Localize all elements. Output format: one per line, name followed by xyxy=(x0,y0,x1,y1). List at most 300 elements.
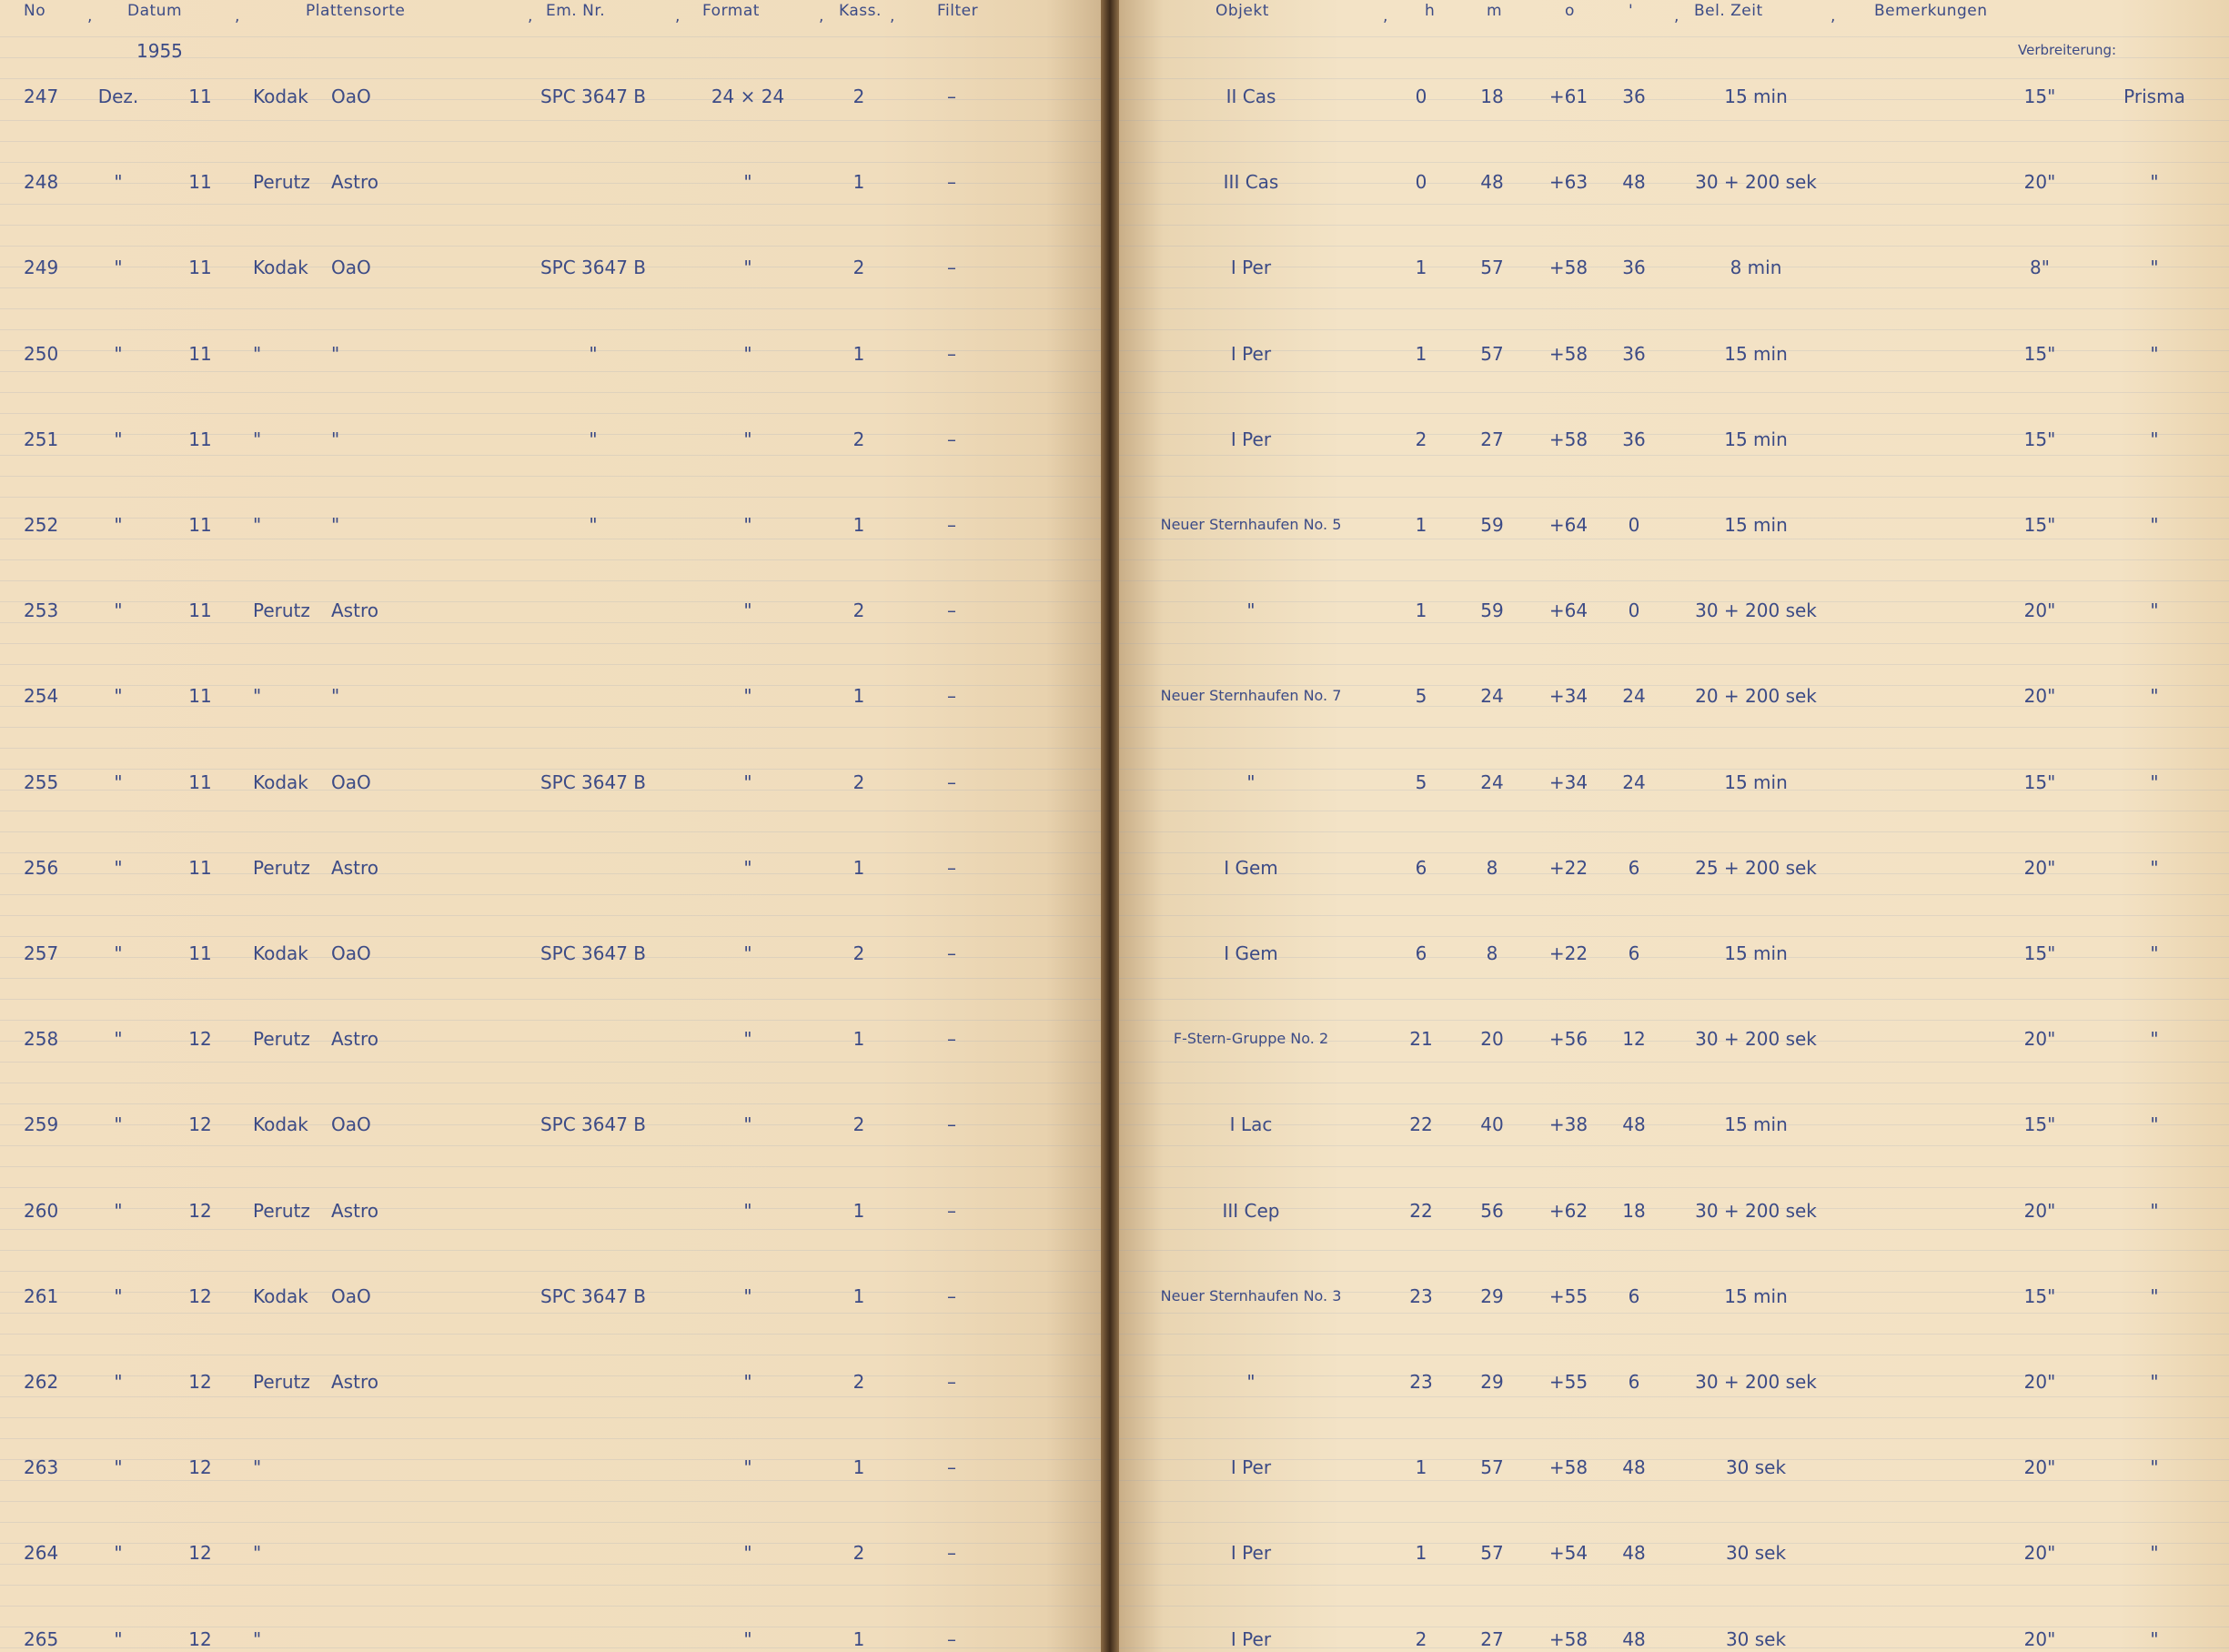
cell-dec-min: 6 xyxy=(1628,857,1640,879)
cell-no: 259 xyxy=(24,1113,59,1135)
cell-bemerkungen: " xyxy=(2150,599,2159,621)
cell-no: 250 xyxy=(24,343,59,365)
cell-bemerkungen: " xyxy=(2150,1285,2159,1307)
cell-kass: 1 xyxy=(852,514,865,536)
cell-dec-deg: +55 xyxy=(1548,1371,1589,1393)
cell-day: 11 xyxy=(188,599,212,621)
cell-no: 261 xyxy=(24,1285,59,1307)
cell-h: 0 xyxy=(1415,171,1427,193)
cell-m: 57 xyxy=(1480,1542,1504,1564)
cell-verbreiterung: 15" xyxy=(2023,514,2056,536)
cell-no: 257 xyxy=(24,942,59,964)
table-row xyxy=(1119,1021,2229,1057)
cell-bel-zeit: 15 min xyxy=(1724,1285,1788,1307)
cell-verbreiterung: 15" xyxy=(2023,1113,2056,1135)
cell-filter: – xyxy=(947,171,956,193)
cell-plate-maker: Perutz xyxy=(253,857,310,879)
header-datum: Datum xyxy=(127,2,183,20)
cell-plate-maker: " xyxy=(253,1542,262,1564)
cell-dec-deg: +22 xyxy=(1548,942,1589,964)
table-row xyxy=(0,678,1101,714)
cell-h: 22 xyxy=(1409,1113,1433,1135)
cell-dec-min: 48 xyxy=(1622,1113,1646,1135)
cell-month: " xyxy=(114,1371,123,1393)
cell-plate-maker: Perutz xyxy=(253,171,310,193)
cell-day: 12 xyxy=(188,1200,212,1222)
cell-plate-type: Astro xyxy=(331,1371,378,1393)
cell-emulsion: " xyxy=(589,514,598,536)
cell-month: Dez. xyxy=(97,86,139,107)
cell-bemerkungen: " xyxy=(2150,942,2159,964)
table-row xyxy=(0,164,1101,200)
column-separator: , xyxy=(87,7,93,25)
cell-kass: 2 xyxy=(852,1113,865,1135)
table-row xyxy=(1119,78,2229,115)
cell-format: " xyxy=(743,857,752,879)
cell-bel-zeit: 30 + 200 sek xyxy=(1695,171,1817,193)
cell-emulsion: SPC 3647 B xyxy=(540,257,647,278)
cell-dec-deg: +55 xyxy=(1548,1285,1589,1307)
cell-objekt: I Per xyxy=(1230,1628,1272,1650)
cell-day: 12 xyxy=(188,1542,212,1564)
cell-plate-type: OaO xyxy=(331,1113,371,1135)
cell-filter: – xyxy=(947,428,956,450)
cell-kass: 2 xyxy=(852,599,865,621)
cell-bemerkungen: " xyxy=(2150,428,2159,450)
cell-no: 263 xyxy=(24,1456,59,1478)
cell-plate-type: " xyxy=(331,428,340,450)
table-row xyxy=(1119,421,2229,458)
cell-objekt: F-Stern-Gruppe No. 2 xyxy=(1173,1030,1329,1047)
cell-objekt: II Cas xyxy=(1225,86,1276,107)
cell-month: " xyxy=(114,1542,123,1564)
cell-dec-deg: +61 xyxy=(1548,86,1589,107)
cell-verbreiterung: 20" xyxy=(2023,1628,2056,1650)
cell-objekt: III Cas xyxy=(1223,171,1279,193)
cell-bel-zeit: 15 min xyxy=(1724,771,1788,793)
cell-plate-maker: Kodak xyxy=(253,86,308,107)
cell-plate-maker: " xyxy=(253,514,262,536)
cell-dec-min: 48 xyxy=(1622,1456,1646,1478)
cell-dec-deg: +34 xyxy=(1548,771,1589,793)
cell-kass: 1 xyxy=(852,343,865,365)
cell-plate-type: " xyxy=(331,343,340,365)
header-bel-zeit: Bel. Zeit xyxy=(1694,2,1763,20)
cell-verbreiterung: 20" xyxy=(2023,1028,2056,1050)
cell-dec-min: 36 xyxy=(1622,428,1646,450)
cell-dec-deg: +58 xyxy=(1548,1628,1589,1650)
cell-no: 265 xyxy=(24,1628,59,1650)
cell-month: " xyxy=(114,514,123,536)
table-row xyxy=(0,935,1101,972)
cell-h: 1 xyxy=(1415,1456,1427,1478)
cell-bemerkungen: " xyxy=(2150,514,2159,536)
cell-day: 11 xyxy=(188,514,212,536)
cell-objekt: Neuer Sternhaufen No. 5 xyxy=(1160,516,1342,533)
cell-day: 12 xyxy=(188,1028,212,1050)
cell-h: 5 xyxy=(1415,685,1427,707)
table-row xyxy=(0,1535,1101,1571)
cell-plate-type: OaO xyxy=(331,257,371,278)
cell-day: 11 xyxy=(188,685,212,707)
table-row xyxy=(1119,1621,2229,1652)
cell-filter: – xyxy=(947,1285,956,1307)
cell-verbreiterung: 20" xyxy=(2023,857,2056,879)
cell-m: 57 xyxy=(1480,343,1504,365)
cell-h: 1 xyxy=(1415,514,1427,536)
cell-kass: 2 xyxy=(852,942,865,964)
cell-filter: – xyxy=(947,771,956,793)
cell-filter: – xyxy=(947,1113,956,1135)
table-row xyxy=(1119,507,2229,543)
cell-emulsion: " xyxy=(589,428,598,450)
table-row xyxy=(1119,1106,2229,1143)
cell-h: 6 xyxy=(1415,942,1427,964)
cell-dec-deg: +38 xyxy=(1548,1113,1589,1135)
cell-no: 253 xyxy=(24,599,59,621)
column-separator: , xyxy=(528,7,533,25)
cell-verbreiterung: 8" xyxy=(2030,257,2050,278)
cell-kass: 2 xyxy=(852,771,865,793)
cell-dec-deg: +22 xyxy=(1548,857,1589,879)
cell-bel-zeit: 30 sek xyxy=(1725,1456,1787,1478)
cell-bel-zeit: 20 + 200 sek xyxy=(1695,685,1817,707)
cell-plate-maker: Kodak xyxy=(253,1285,308,1307)
cell-dec-min: 6 xyxy=(1628,1371,1640,1393)
cell-dec-min: 36 xyxy=(1622,343,1646,365)
cell-plate-maker: Kodak xyxy=(253,771,308,793)
header-m: m xyxy=(1487,2,1503,20)
cell-format: " xyxy=(743,1628,752,1650)
cell-month: " xyxy=(114,599,123,621)
cell-verbreiterung: 20" xyxy=(2023,1456,2056,1478)
cell-no: 256 xyxy=(24,857,59,879)
cell-verbreiterung: 15" xyxy=(2023,942,2056,964)
table-row xyxy=(1119,1193,2229,1229)
cell-objekt: Neuer Sternhaufen No. 7 xyxy=(1160,687,1342,704)
cell-bel-zeit: 15 min xyxy=(1724,942,1788,964)
cell-format: " xyxy=(743,1113,752,1135)
cell-no: 254 xyxy=(24,685,59,707)
cell-filter: – xyxy=(947,1200,956,1222)
cell-plate-maker: Kodak xyxy=(253,1113,308,1135)
cell-day: 11 xyxy=(188,171,212,193)
cell-month: " xyxy=(114,1456,123,1478)
column-separator: , xyxy=(675,7,681,25)
table-row xyxy=(1119,850,2229,886)
cell-bel-zeit: 8 min xyxy=(1730,257,1782,278)
table-row xyxy=(0,507,1101,543)
cell-dec-min: 24 xyxy=(1622,771,1646,793)
cell-dec-min: 48 xyxy=(1622,171,1646,193)
table-row xyxy=(0,78,1101,115)
cell-month: " xyxy=(114,1113,123,1135)
cell-dec-deg: +62 xyxy=(1548,1200,1589,1222)
column-separator: , xyxy=(1383,7,1388,25)
cell-emulsion: SPC 3647 B xyxy=(540,1285,647,1307)
cell-objekt: I Per xyxy=(1230,257,1272,278)
cell-bemerkungen: Prisma xyxy=(2123,86,2185,107)
cell-kass: 1 xyxy=(852,1028,865,1050)
cell-day: 11 xyxy=(188,343,212,365)
cell-dec-min: 18 xyxy=(1622,1200,1646,1222)
cell-h: 21 xyxy=(1409,1028,1433,1050)
cell-no: 260 xyxy=(24,1200,59,1222)
cell-month: " xyxy=(114,257,123,278)
cell-format: " xyxy=(743,942,752,964)
cell-objekt: I Per xyxy=(1230,1456,1272,1478)
cell-m: 27 xyxy=(1480,428,1504,450)
cell-kass: 1 xyxy=(852,171,865,193)
cell-dec-deg: +64 xyxy=(1548,514,1589,536)
cell-m: 8 xyxy=(1486,857,1498,879)
cell-day: 11 xyxy=(188,771,212,793)
cell-m: 40 xyxy=(1480,1113,1504,1135)
header-plattensorte: Plattensorte xyxy=(306,2,406,20)
cell-plate-maker: Perutz xyxy=(253,1028,310,1050)
header-filter: Filter xyxy=(937,2,979,20)
table-row xyxy=(1119,764,2229,801)
cell-verbreiterung: 15" xyxy=(2023,1285,2056,1307)
year-note: 1955 xyxy=(136,40,183,62)
cell-m: 8 xyxy=(1486,942,1498,964)
cell-verbreiterung: 15" xyxy=(2023,86,2056,107)
cell-plate-maker: Perutz xyxy=(253,1371,310,1393)
cell-format: " xyxy=(743,599,752,621)
cell-h: 22 xyxy=(1409,1200,1433,1222)
cell-filter: – xyxy=(947,685,956,707)
cell-bel-zeit: 30 + 200 sek xyxy=(1695,1028,1817,1050)
cell-dec-deg: +64 xyxy=(1548,599,1589,621)
cell-h: 1 xyxy=(1415,343,1427,365)
cell-m: 48 xyxy=(1480,171,1504,193)
table-row xyxy=(0,1106,1101,1143)
cell-kass: 1 xyxy=(852,1628,865,1650)
table-row xyxy=(0,850,1101,886)
cell-filter: – xyxy=(947,1542,956,1564)
cell-objekt: I Gem xyxy=(1224,942,1278,964)
cell-m: 29 xyxy=(1480,1285,1504,1307)
header-deg: o xyxy=(1565,2,1575,20)
cell-dec-min: 12 xyxy=(1622,1028,1646,1050)
cell-dec-deg: +34 xyxy=(1548,685,1589,707)
cell-bel-zeit: 15 min xyxy=(1724,514,1788,536)
cell-filter: – xyxy=(947,343,956,365)
header-h: h xyxy=(1425,2,1436,20)
cell-plate-type: OaO xyxy=(331,771,371,793)
header-min: ' xyxy=(1629,2,1634,20)
cell-bemerkungen: " xyxy=(2150,257,2159,278)
cell-day: 12 xyxy=(188,1628,212,1650)
cell-dec-deg: +58 xyxy=(1548,428,1589,450)
cell-format: " xyxy=(743,1285,752,1307)
cell-bemerkungen: " xyxy=(2150,771,2159,793)
cell-day: 12 xyxy=(188,1456,212,1478)
cell-objekt: III Cep xyxy=(1222,1200,1280,1222)
table-row xyxy=(1119,1449,2229,1486)
cell-dec-deg: +58 xyxy=(1548,1456,1589,1478)
cell-dec-min: 6 xyxy=(1628,942,1640,964)
cell-plate-type: Astro xyxy=(331,857,378,879)
cell-plate-type: Astro xyxy=(331,171,378,193)
cell-kass: 2 xyxy=(852,257,865,278)
cell-kass: 1 xyxy=(852,685,865,707)
cell-filter: – xyxy=(947,86,956,107)
cell-plate-maker: " xyxy=(253,1456,262,1478)
cell-format: " xyxy=(743,771,752,793)
cell-plate-type: OaO xyxy=(331,86,371,107)
column-separator: , xyxy=(235,7,240,25)
cell-format: " xyxy=(743,171,752,193)
header-format: Format xyxy=(702,2,760,20)
cell-bemerkungen: " xyxy=(2150,1542,2159,1564)
cell-month: " xyxy=(114,942,123,964)
cell-dec-deg: +63 xyxy=(1548,171,1589,193)
cell-plate-type: Astro xyxy=(331,1200,378,1222)
cell-no: 252 xyxy=(24,514,59,536)
cell-bel-zeit: 15 min xyxy=(1724,86,1788,107)
cell-day: 11 xyxy=(188,942,212,964)
cell-kass: 1 xyxy=(852,1456,865,1478)
header-objekt: Objekt xyxy=(1215,2,1269,20)
cell-plate-maker: " xyxy=(253,685,262,707)
cell-day: 12 xyxy=(188,1113,212,1135)
table-row xyxy=(1119,336,2229,372)
cell-h: 2 xyxy=(1415,1628,1427,1650)
cell-emulsion: SPC 3647 B xyxy=(540,942,647,964)
table-row xyxy=(0,1621,1101,1652)
table-row xyxy=(1119,935,2229,972)
cell-m: 24 xyxy=(1480,685,1504,707)
cell-m: 29 xyxy=(1480,1371,1504,1393)
cell-bel-zeit: 30 + 200 sek xyxy=(1695,599,1817,621)
cell-month: " xyxy=(114,857,123,879)
cell-no: 248 xyxy=(24,171,59,193)
cell-plate-maker: Kodak xyxy=(253,942,308,964)
cell-month: " xyxy=(114,1285,123,1307)
cell-dec-min: 24 xyxy=(1622,685,1646,707)
cell-objekt: I Per xyxy=(1230,343,1272,365)
table-row xyxy=(1119,1535,2229,1571)
cell-m: 27 xyxy=(1480,1628,1504,1650)
cell-no: 251 xyxy=(24,428,59,450)
table-row xyxy=(1119,1364,2229,1400)
cell-kass: 2 xyxy=(852,1542,865,1564)
cell-objekt: " xyxy=(1246,599,1256,621)
cell-h: 2 xyxy=(1415,428,1427,450)
cell-kass: 2 xyxy=(852,1371,865,1393)
table-row xyxy=(0,1021,1101,1057)
right-page xyxy=(1119,0,2229,1652)
cell-month: " xyxy=(114,343,123,365)
column-separator: , xyxy=(890,7,895,25)
cell-filter: – xyxy=(947,857,956,879)
cell-h: 0 xyxy=(1415,86,1427,107)
cell-day: 11 xyxy=(188,257,212,278)
cell-month: " xyxy=(114,685,123,707)
cell-dec-min: 48 xyxy=(1622,1542,1646,1564)
cell-m: 57 xyxy=(1480,1456,1504,1478)
cell-filter: – xyxy=(947,599,956,621)
book-gutter xyxy=(1101,0,1119,1652)
table-row xyxy=(0,1449,1101,1486)
cell-no: 247 xyxy=(24,86,59,107)
cell-h: 23 xyxy=(1409,1371,1433,1393)
cell-plate-maker: Kodak xyxy=(253,257,308,278)
cell-format: " xyxy=(743,343,752,365)
cell-day: 11 xyxy=(188,428,212,450)
cell-plate-type: " xyxy=(331,514,340,536)
table-row xyxy=(0,1364,1101,1400)
table-row xyxy=(0,1278,1101,1315)
cell-h: 23 xyxy=(1409,1285,1433,1307)
cell-verbreiterung: 15" xyxy=(2023,428,2056,450)
cell-verbreiterung: 20" xyxy=(2023,1200,2056,1222)
cell-kass: 1 xyxy=(852,1200,865,1222)
cell-filter: – xyxy=(947,1628,956,1650)
cell-format: " xyxy=(743,1200,752,1222)
cell-bemerkungen: " xyxy=(2150,685,2159,707)
table-row xyxy=(1119,249,2229,286)
cell-filter: – xyxy=(947,514,956,536)
cell-format: 24 × 24 xyxy=(711,86,785,107)
cell-objekt: I Per xyxy=(1230,1542,1272,1564)
cell-format: " xyxy=(743,685,752,707)
cell-dec-min: 0 xyxy=(1628,599,1640,621)
cell-dec-min: 36 xyxy=(1622,86,1646,107)
cell-day: 12 xyxy=(188,1371,212,1393)
header-bemerkungen: Bemerkungen xyxy=(1874,2,1988,20)
cell-plate-maker: Perutz xyxy=(253,1200,310,1222)
table-row xyxy=(0,1193,1101,1229)
cell-plate-type: OaO xyxy=(331,1285,371,1307)
cell-objekt: Neuer Sternhaufen No. 3 xyxy=(1160,1287,1342,1304)
cell-bel-zeit: 30 sek xyxy=(1725,1542,1787,1564)
cell-format: " xyxy=(743,1371,752,1393)
cell-dec-min: 6 xyxy=(1628,1285,1640,1307)
cell-objekt: " xyxy=(1246,1371,1256,1393)
cell-filter: – xyxy=(947,1028,956,1050)
cell-emulsion: SPC 3647 B xyxy=(540,771,647,793)
table-row xyxy=(0,249,1101,286)
cell-bel-zeit: 15 min xyxy=(1724,343,1788,365)
table-row xyxy=(1119,592,2229,629)
cell-kass: 2 xyxy=(852,428,865,450)
cell-verbreiterung: 20" xyxy=(2023,685,2056,707)
cell-bemerkungen: " xyxy=(2150,1113,2159,1135)
cell-kass: 2 xyxy=(852,86,865,107)
header-no: No xyxy=(24,2,46,20)
cell-verbreiterung: 20" xyxy=(2023,171,2056,193)
cell-verbreiterung: 20" xyxy=(2023,1542,2056,1564)
column-separator: , xyxy=(1674,7,1679,25)
cell-m: 56 xyxy=(1480,1200,1504,1222)
cell-kass: 1 xyxy=(852,1285,865,1307)
cell-emulsion: SPC 3647 B xyxy=(540,86,647,107)
cell-format: " xyxy=(743,1542,752,1564)
cell-bemerkungen: " xyxy=(2150,857,2159,879)
cell-month: " xyxy=(114,428,123,450)
cell-day: 11 xyxy=(188,857,212,879)
cell-dec-min: 36 xyxy=(1622,257,1646,278)
table-row xyxy=(0,336,1101,372)
cell-dec-deg: +56 xyxy=(1548,1028,1589,1050)
verbreiterung-label: Verbreiterung: xyxy=(2018,42,2117,58)
cell-no: 249 xyxy=(24,257,59,278)
cell-no: 255 xyxy=(24,771,59,793)
cell-m: 57 xyxy=(1480,257,1504,278)
cell-verbreiterung: 20" xyxy=(2023,1371,2056,1393)
